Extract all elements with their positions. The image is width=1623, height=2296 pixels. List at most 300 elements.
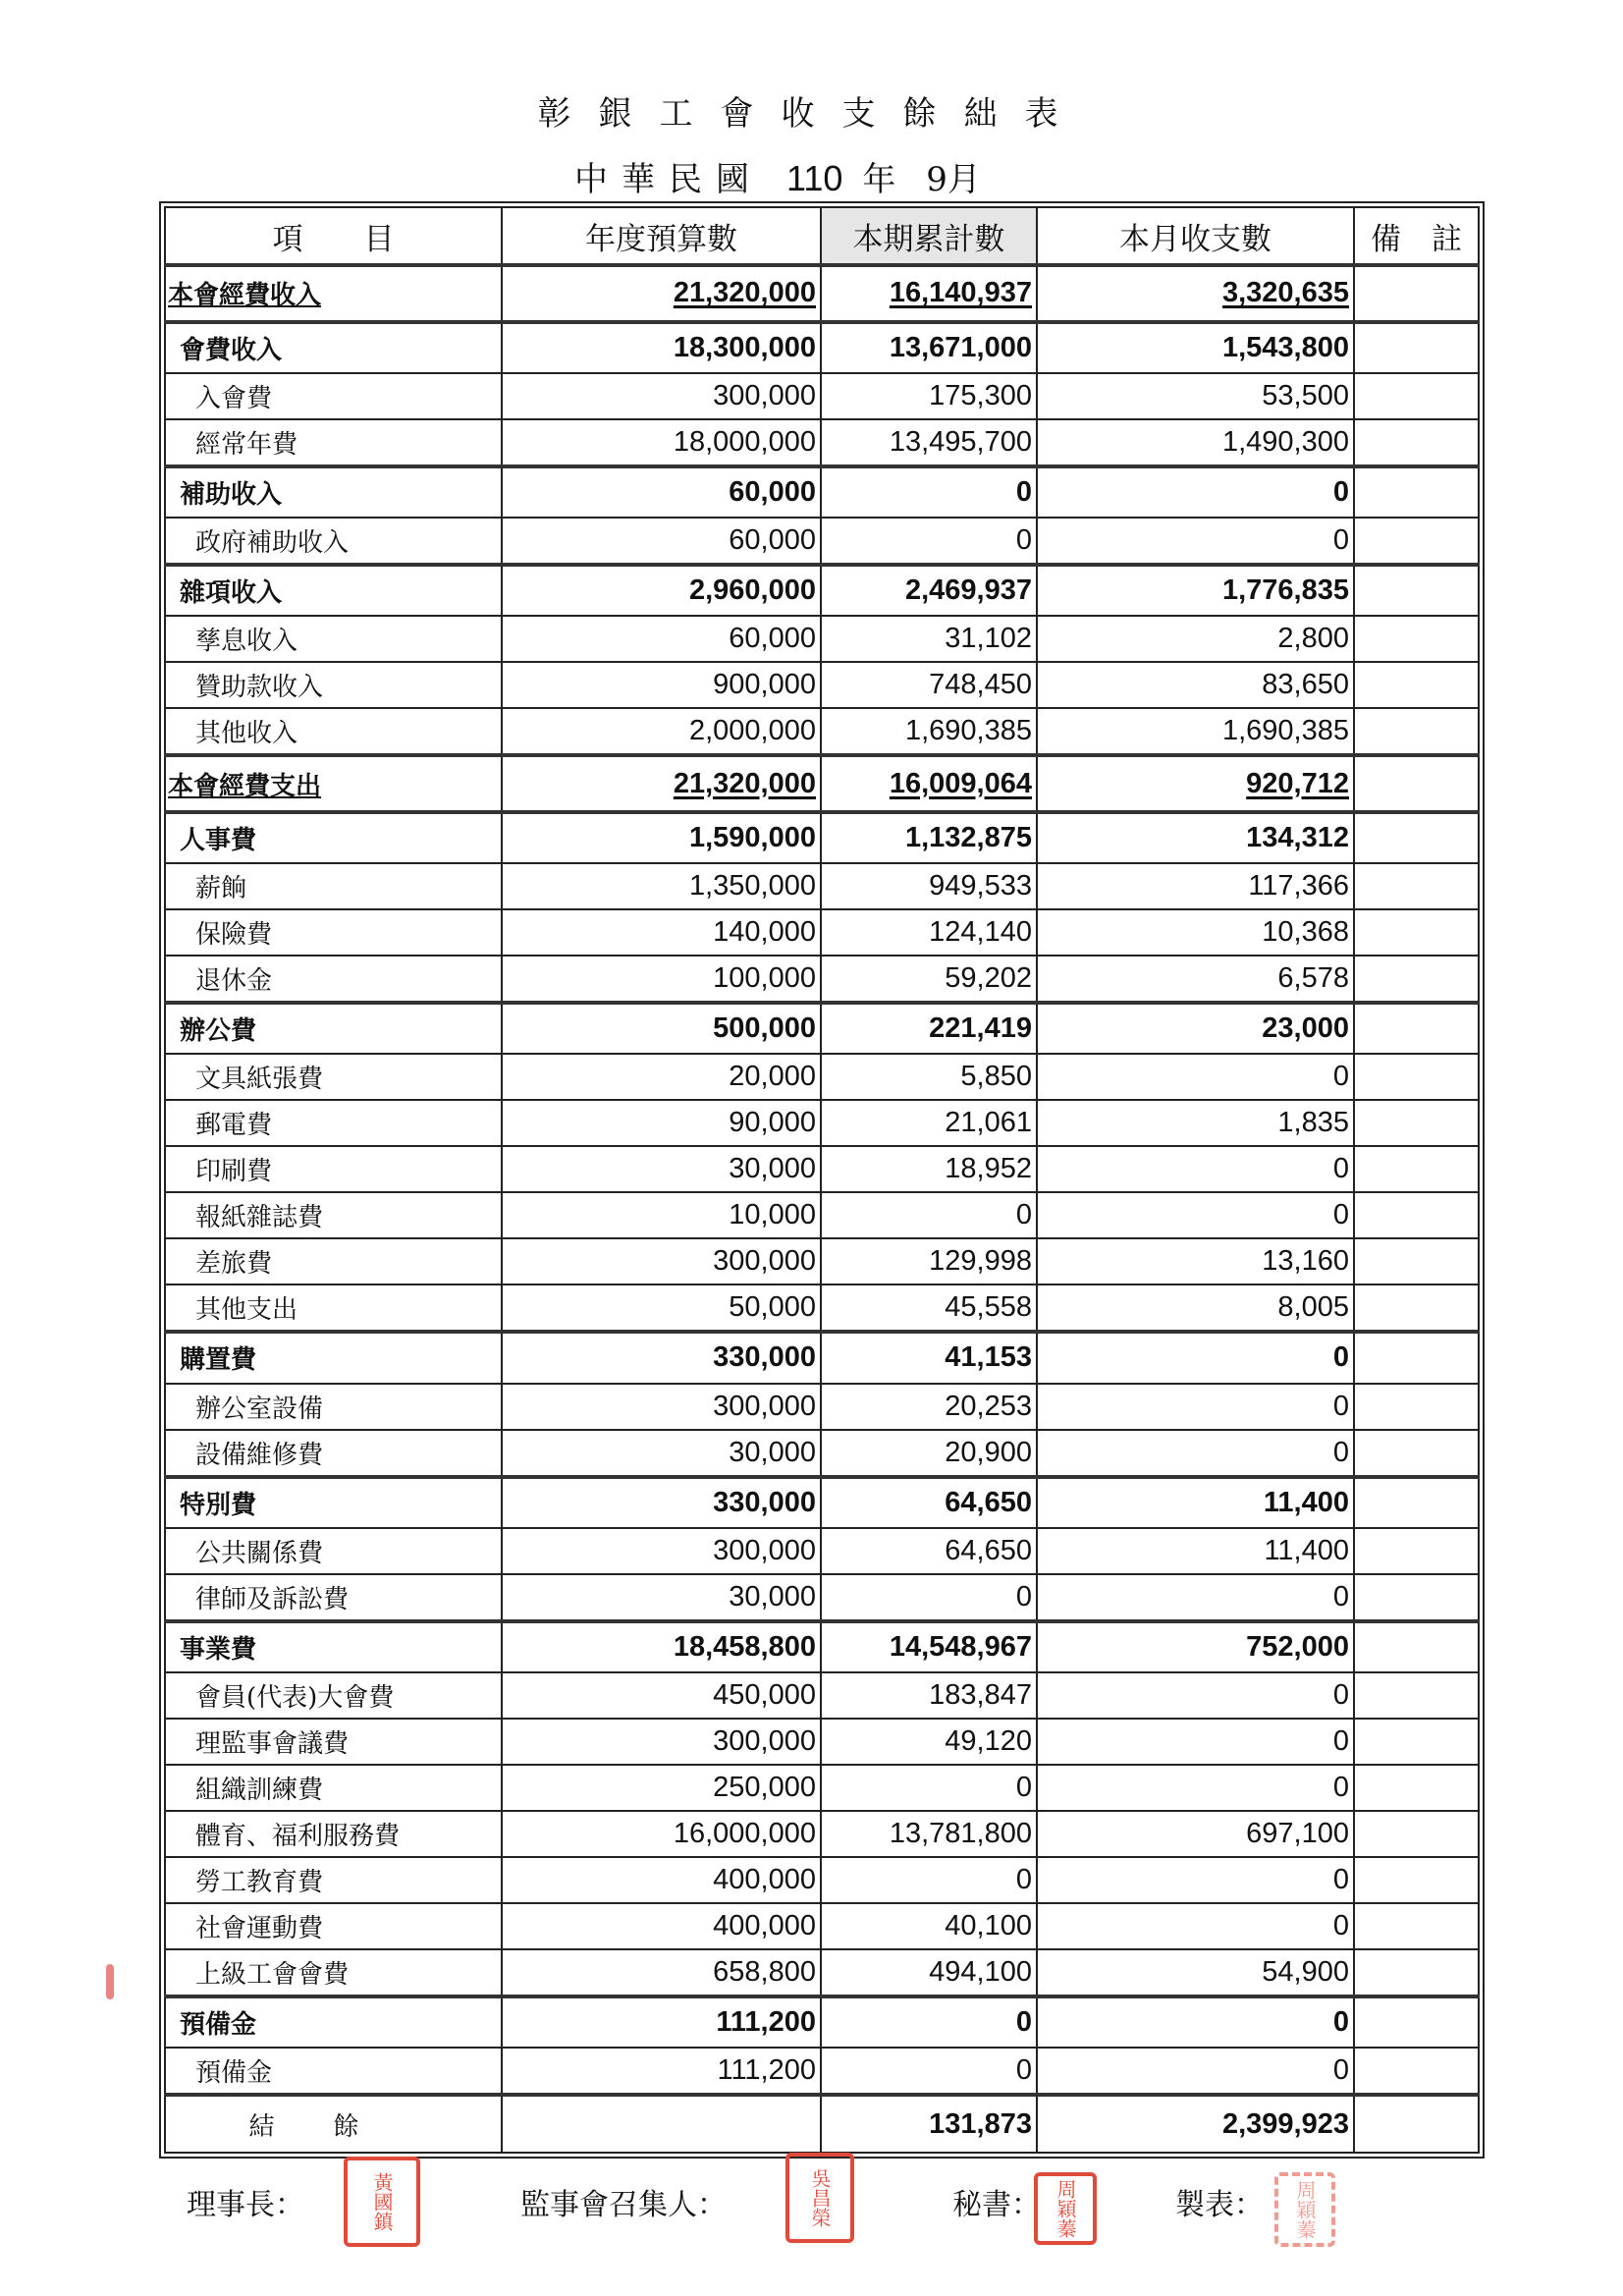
annual-budget-cell	[502, 1621, 821, 1672]
monthly-cell	[1037, 2095, 1354, 2153]
annual-budget-cell-text: 300,000	[713, 379, 816, 411]
seal-supervisor	[785, 2153, 854, 2243]
annual-budget-cell	[502, 1054, 821, 1100]
annual-budget-cell	[502, 1528, 821, 1574]
annual-budget-cell	[502, 1811, 821, 1857]
annual-budget-cell	[502, 518, 821, 565]
cumulative-cell-text: 0	[1015, 1863, 1032, 1895]
item-name-text: 事業費	[180, 1634, 257, 1665]
monthly-cell	[1037, 1146, 1354, 1192]
seal-text: 黃國鎮	[370, 2172, 394, 2231]
cumulative-cell-text: 221,419	[929, 1012, 1032, 1045]
annual-budget-cell-text: 300,000	[713, 1245, 816, 1278]
monthly-cell	[1037, 1528, 1354, 1574]
annual-budget-cell-text: 111,200	[716, 2005, 816, 2038]
annual-budget-cell	[502, 708, 821, 755]
cumulative-cell-text: 41,153	[945, 1341, 1032, 1374]
remark-cell	[1354, 863, 1479, 909]
signature-preparer-label: 製表：	[1175, 2188, 1264, 2222]
table-row	[165, 1574, 1479, 1621]
annual-budget-cell	[502, 755, 821, 812]
table-row	[165, 1146, 1479, 1192]
item-name	[165, 2048, 502, 2095]
item-name-text: 補助收入	[180, 480, 283, 511]
item-name-text: 郵電費	[195, 1111, 273, 1141]
item-name	[165, 863, 502, 909]
item-name-text: 辦公室設備	[195, 1394, 324, 1424]
monthly-cell-text: 1,776,835	[1221, 574, 1349, 607]
annual-budget-cell	[502, 616, 821, 662]
annual-budget-cell-text: 60,000	[729, 524, 816, 557]
table-row	[165, 1238, 1479, 1285]
monthly-cell-text: 0	[1332, 1679, 1349, 1712]
item-name-text: 退休金	[195, 966, 273, 997]
item-name-text: 本會經費支出	[168, 771, 322, 801]
monthly-cell-text: 1,835	[1277, 1107, 1349, 1139]
monthly-cell	[1037, 1430, 1354, 1477]
item-name-text: 本會經費收入	[168, 281, 322, 311]
monthly-cell	[1037, 1811, 1354, 1857]
annual-budget-cell-text: 500,000	[713, 1012, 816, 1045]
cumulative-cell	[821, 863, 1037, 909]
section-row	[165, 265, 1479, 322]
item-name	[165, 812, 502, 863]
cumulative-cell-text: 131,873	[929, 2107, 1032, 2140]
cumulative-cell	[821, 1003, 1037, 1054]
remark-cell	[1354, 812, 1479, 863]
item-name-text: 其他收入	[195, 719, 298, 749]
item-name-text: 體育、福利服務費	[195, 1821, 401, 1851]
annual-budget-cell	[502, 1477, 821, 1528]
table-body	[165, 265, 1479, 2153]
annual-budget-cell-text: 10,000	[729, 1199, 816, 1231]
item-name-text: 設備維修費	[195, 1440, 324, 1470]
cumulative-cell	[821, 662, 1037, 708]
cumulative-cell	[821, 956, 1037, 1003]
item-name-text: 贊助款收入	[195, 673, 324, 703]
monthly-cell-text: 0	[1332, 1771, 1349, 1803]
monthly-cell-text: 6,578	[1277, 962, 1349, 995]
remark-cell	[1354, 909, 1479, 956]
remark-cell	[1354, 1100, 1479, 1146]
annual-budget-cell	[502, 1996, 821, 2048]
table-row	[165, 1528, 1479, 1574]
remark-cell	[1354, 616, 1479, 662]
table-row	[165, 708, 1479, 755]
item-name	[165, 1238, 502, 1285]
annual-budget-cell-text: 2,960,000	[688, 574, 816, 607]
remark-cell	[1354, 1332, 1479, 1383]
cumulative-cell	[821, 265, 1037, 322]
cumulative-cell	[821, 1477, 1037, 1528]
monthly-cell	[1037, 755, 1354, 812]
category-row	[165, 565, 1479, 616]
annual-budget-cell-text: 330,000	[713, 1486, 816, 1518]
table-row	[165, 863, 1479, 909]
monthly-cell-text: 697,100	[1246, 1817, 1349, 1849]
annual-budget-cell	[502, 863, 821, 909]
remark-cell	[1354, 1285, 1479, 1332]
cumulative-cell	[821, 812, 1037, 863]
table-row	[165, 616, 1479, 662]
table-row	[165, 1857, 1479, 1903]
monthly-cell-text: 0	[1332, 1863, 1349, 1895]
cumulative-cell	[821, 1238, 1037, 1285]
monthly-cell-text: 0	[1332, 1199, 1349, 1231]
item-name-text: 人事費	[180, 826, 257, 856]
item-name-text: 其他支出	[195, 1295, 298, 1326]
cumulative-cell	[821, 708, 1037, 755]
cumulative-cell-text: 0	[1015, 476, 1032, 509]
annual-budget-cell	[502, 419, 821, 466]
remark-cell	[1354, 322, 1479, 373]
item-name	[165, 1949, 502, 1996]
cumulative-cell	[821, 1949, 1037, 1996]
annual-budget-cell	[502, 1672, 821, 1719]
annual-budget-cell-text: 50,000	[729, 1291, 816, 1324]
annual-budget-cell	[502, 565, 821, 616]
item-name-text: 會費收入	[180, 335, 283, 365]
monthly-cell	[1037, 1621, 1354, 1672]
cumulative-cell	[821, 1811, 1037, 1857]
cumulative-cell-text: 13,781,800	[889, 1817, 1032, 1849]
annual-budget-cell-text: 16,000,000	[673, 1817, 816, 1849]
category-row	[165, 812, 1479, 863]
monthly-cell	[1037, 812, 1354, 863]
cumulative-cell-text: 59,202	[945, 962, 1032, 995]
item-name	[165, 419, 502, 466]
annual-budget-cell	[502, 1765, 821, 1811]
seal-chairman	[344, 2157, 420, 2247]
monthly-cell-text: 13,160	[1262, 1245, 1349, 1278]
annual-budget-cell	[502, 1003, 821, 1054]
remark-cell	[1354, 1765, 1479, 1811]
remark-cell	[1354, 956, 1479, 1003]
cumulative-cell-text: 16,140,937	[889, 277, 1032, 309]
table-row	[165, 1054, 1479, 1100]
cumulative-cell	[821, 1146, 1037, 1192]
header-remarks: 備 註	[1354, 207, 1479, 265]
cumulative-cell	[821, 373, 1037, 419]
document-period	[574, 152, 981, 200]
item-name-text: 報紙雜誌費	[195, 1203, 324, 1233]
item-name	[165, 616, 502, 662]
table-row	[165, 1384, 1479, 1430]
annual-budget-cell	[502, 466, 821, 518]
table-row	[165, 1765, 1479, 1811]
month-value: 9月	[926, 160, 981, 199]
cumulative-cell-text: 21,061	[945, 1107, 1032, 1139]
monthly-cell	[1037, 373, 1354, 419]
item-name	[165, 265, 502, 322]
annual-budget-cell-text: 1,350,000	[688, 870, 816, 902]
statement-table-frame	[159, 201, 1485, 2159]
annual-budget-cell-text: 30,000	[729, 1153, 816, 1185]
monthly-cell-text: 3,320,635	[1221, 277, 1349, 309]
signature-supervisor-label: 監事會召集人：	[520, 2188, 727, 2222]
cumulative-cell-text: 1,132,875	[904, 822, 1032, 854]
annual-budget-cell-text: 60,000	[729, 623, 816, 655]
remark-cell	[1354, 1949, 1479, 1996]
table-row	[165, 1672, 1479, 1719]
monthly-cell	[1037, 565, 1354, 616]
item-name	[165, 1146, 502, 1192]
monthly-cell-text: 0	[1332, 1153, 1349, 1185]
monthly-cell-text: 0	[1332, 1909, 1349, 1941]
annual-budget-cell	[502, 662, 821, 708]
item-name	[165, 1719, 502, 1765]
item-name	[165, 956, 502, 1003]
item-name	[165, 1192, 502, 1238]
annual-budget-cell-text: 90,000	[729, 1107, 816, 1139]
cumulative-cell	[821, 1192, 1037, 1238]
item-name	[165, 466, 502, 518]
annual-budget-cell-text: 2,000,000	[688, 715, 816, 747]
item-name-text: 會員(代表)大會費	[195, 1683, 395, 1714]
annual-budget-cell	[502, 2048, 821, 2095]
item-name	[165, 1857, 502, 1903]
cumulative-cell	[821, 1719, 1037, 1765]
annual-budget-cell-text: 20,000	[729, 1061, 816, 1093]
annual-budget-cell	[502, 1384, 821, 1430]
monthly-cell-text: 1,690,385	[1221, 715, 1349, 747]
remark-cell	[1354, 265, 1479, 322]
annual-budget-cell	[502, 2095, 821, 2153]
monthly-cell	[1037, 956, 1354, 1003]
monthly-cell	[1037, 1672, 1354, 1719]
cumulative-cell-text: 31,102	[945, 623, 1032, 655]
table-row	[165, 1811, 1479, 1857]
monthly-cell	[1037, 662, 1354, 708]
section-row	[165, 755, 1479, 812]
cumulative-cell-text: 1,690,385	[904, 715, 1032, 747]
monthly-cell	[1037, 1903, 1354, 1949]
annual-budget-cell	[502, 1719, 821, 1765]
cumulative-cell	[821, 1903, 1037, 1949]
annual-budget-cell-text: 400,000	[713, 1909, 816, 1941]
monthly-cell-text: 752,000	[1246, 1630, 1349, 1663]
cumulative-cell-text: 0	[1015, 2054, 1032, 2087]
monthly-cell	[1037, 1949, 1354, 1996]
item-name-text: 雜項收入	[180, 578, 283, 609]
cumulative-cell-text: 949,533	[929, 870, 1032, 902]
monthly-cell-text: 1,490,300	[1221, 425, 1349, 458]
item-name-text: 律師及訴訟費	[195, 1584, 350, 1614]
era-label: 中華民國	[574, 160, 763, 199]
cumulative-cell	[821, 1996, 1037, 2048]
cumulative-cell	[821, 1100, 1037, 1146]
annual-budget-cell-text: 18,300,000	[673, 331, 816, 363]
category-row	[165, 322, 1479, 373]
remark-cell	[1354, 1621, 1479, 1672]
monthly-cell	[1037, 265, 1354, 322]
monthly-cell-text: 117,366	[1248, 870, 1349, 902]
category-row	[165, 1477, 1479, 1528]
monthly-cell	[1037, 1719, 1354, 1765]
remark-cell	[1354, 1574, 1479, 1621]
cumulative-cell-text: 0	[1015, 1580, 1032, 1613]
cumulative-cell-text: 124,140	[929, 916, 1032, 949]
header-item: 項 目	[165, 207, 502, 265]
annual-budget-cell-text: 658,800	[713, 1955, 816, 1988]
cumulative-cell-text: 14,548,967	[889, 1630, 1032, 1663]
category-row	[165, 1003, 1479, 1054]
cumulative-cell	[821, 1621, 1037, 1672]
item-name	[165, 1996, 502, 2048]
item-name	[165, 1574, 502, 1621]
cumulative-cell	[821, 1332, 1037, 1383]
remark-cell	[1354, 1996, 1479, 2048]
item-name	[165, 373, 502, 419]
signature-chairman-label: 理事長：	[187, 2188, 304, 2222]
monthly-cell	[1037, 1574, 1354, 1621]
annual-budget-cell-text: 450,000	[713, 1679, 816, 1712]
table-row	[165, 1949, 1479, 1996]
annual-budget-cell-text: 250,000	[713, 1771, 816, 1803]
monthly-cell	[1037, 1285, 1354, 1332]
table-row	[165, 1100, 1479, 1146]
annual-budget-cell	[502, 373, 821, 419]
item-name	[165, 565, 502, 616]
cumulative-cell-text: 0	[1015, 2005, 1032, 2038]
monthly-cell	[1037, 1857, 1354, 1903]
item-name-text: 理監事會議費	[195, 1728, 350, 1759]
annual-budget-cell	[502, 1430, 821, 1477]
item-name	[165, 1477, 502, 1528]
item-name	[165, 909, 502, 956]
monthly-cell-text: 0	[1332, 524, 1349, 557]
cumulative-cell-text: 45,558	[945, 1291, 1032, 1324]
item-name-text: 辦公費	[180, 1016, 257, 1047]
monthly-cell-text: 0	[1332, 1436, 1349, 1468]
item-name	[165, 708, 502, 755]
cumulative-cell-text: 49,120	[945, 1724, 1032, 1757]
category-row	[165, 1621, 1479, 1672]
item-name-text: 預備金	[180, 2009, 257, 2040]
annual-budget-cell-text: 18,000,000	[673, 425, 816, 458]
cumulative-cell	[821, 518, 1037, 565]
monthly-cell	[1037, 1477, 1354, 1528]
item-name-text: 差旅費	[195, 1249, 273, 1280]
monthly-cell	[1037, 1238, 1354, 1285]
cumulative-cell-text: 0	[1015, 1199, 1032, 1231]
remark-cell	[1354, 518, 1479, 565]
item-name	[165, 1765, 502, 1811]
annual-budget-cell	[502, 322, 821, 373]
monthly-cell	[1037, 2048, 1354, 2095]
table-row	[165, 909, 1479, 956]
cumulative-cell	[821, 1574, 1037, 1621]
monthly-cell	[1037, 419, 1354, 466]
item-name-text: 公共關係費	[195, 1538, 324, 1568]
income-expense-table	[164, 206, 1480, 2154]
annual-budget-cell	[502, 1238, 821, 1285]
remark-cell	[1354, 1146, 1479, 1192]
remark-cell	[1354, 1811, 1479, 1857]
monthly-cell	[1037, 1996, 1354, 2048]
annual-budget-cell-text: 100,000	[713, 962, 816, 995]
cumulative-cell-text: 18,952	[945, 1153, 1032, 1185]
remark-cell	[1354, 1672, 1479, 1719]
item-name	[165, 1100, 502, 1146]
item-name-text: 預備金	[195, 2058, 273, 2089]
table-row	[165, 1430, 1479, 1477]
annual-budget-cell-text: 400,000	[713, 1863, 816, 1895]
table-row	[165, 1719, 1479, 1765]
remark-cell	[1354, 1719, 1479, 1765]
remark-cell	[1354, 662, 1479, 708]
monthly-cell-text: 0	[1332, 1724, 1349, 1757]
table-row	[165, 373, 1479, 419]
monthly-cell-text: 23,000	[1262, 1012, 1349, 1045]
header-monthly: 本月收支數	[1037, 207, 1354, 265]
remark-cell	[1354, 1003, 1479, 1054]
remark-cell	[1354, 1903, 1479, 1949]
year-value: 110	[786, 158, 843, 198]
item-name-text: 政府補助收入	[195, 528, 350, 559]
cumulative-cell-text: 129,998	[929, 1245, 1032, 1278]
ink-mark	[106, 1964, 114, 1999]
item-name	[165, 1903, 502, 1949]
category-row	[165, 1332, 1479, 1383]
cumulative-cell-text: 748,450	[929, 669, 1032, 701]
item-name	[165, 1528, 502, 1574]
monthly-cell	[1037, 616, 1354, 662]
cumulative-cell-text: 20,253	[945, 1390, 1032, 1422]
seal-text: 吳昌榮	[808, 2168, 832, 2227]
header-annual-budget: 年度預算數	[502, 207, 821, 265]
cumulative-cell-text: 5,850	[960, 1061, 1032, 1093]
item-name-text: 保險費	[195, 920, 273, 951]
remark-cell	[1354, 419, 1479, 466]
cumulative-cell-text: 0	[1015, 1771, 1032, 1803]
item-name-text: 上級工會會費	[195, 1959, 350, 1990]
annual-budget-cell-text: 300,000	[713, 1724, 816, 1757]
annual-budget-cell-text: 18,458,800	[673, 1630, 816, 1663]
annual-budget-cell	[502, 812, 821, 863]
cumulative-cell-text: 175,300	[929, 379, 1032, 411]
item-name-text: 特別費	[180, 1490, 257, 1520]
item-name	[165, 1672, 502, 1719]
cumulative-cell-text: 183,847	[929, 1679, 1032, 1712]
monthly-cell-text: 2,399,923	[1221, 2107, 1349, 2140]
table-row	[165, 2048, 1479, 2095]
table-row	[165, 518, 1479, 565]
monthly-cell-text: 53,500	[1262, 379, 1349, 411]
signature-secretary-label: 秘書：	[952, 2188, 1041, 2222]
document-title: 彰銀工會收支餘絀表	[537, 94, 1086, 134]
cumulative-cell-text: 16,009,064	[889, 767, 1032, 799]
annual-budget-cell	[502, 1100, 821, 1146]
annual-budget-cell	[502, 1903, 821, 1949]
item-name	[165, 755, 502, 812]
monthly-cell	[1037, 863, 1354, 909]
annual-budget-cell-text: 900,000	[713, 669, 816, 701]
item-name-text: 薪餉	[195, 874, 247, 904]
cumulative-cell-text: 40,100	[945, 1909, 1032, 1941]
monthly-cell	[1037, 1384, 1354, 1430]
annual-budget-cell	[502, 1574, 821, 1621]
table-row	[165, 1285, 1479, 1332]
monthly-cell-text: 10,368	[1262, 916, 1349, 949]
cumulative-cell	[821, 466, 1037, 518]
item-name	[165, 1054, 502, 1100]
seal-secretary	[1034, 2172, 1097, 2245]
table-header-row	[165, 207, 1479, 265]
annual-budget-cell-text: 30,000	[729, 1580, 816, 1613]
annual-budget-cell-text: 300,000	[713, 1390, 816, 1422]
item-name	[165, 1621, 502, 1672]
